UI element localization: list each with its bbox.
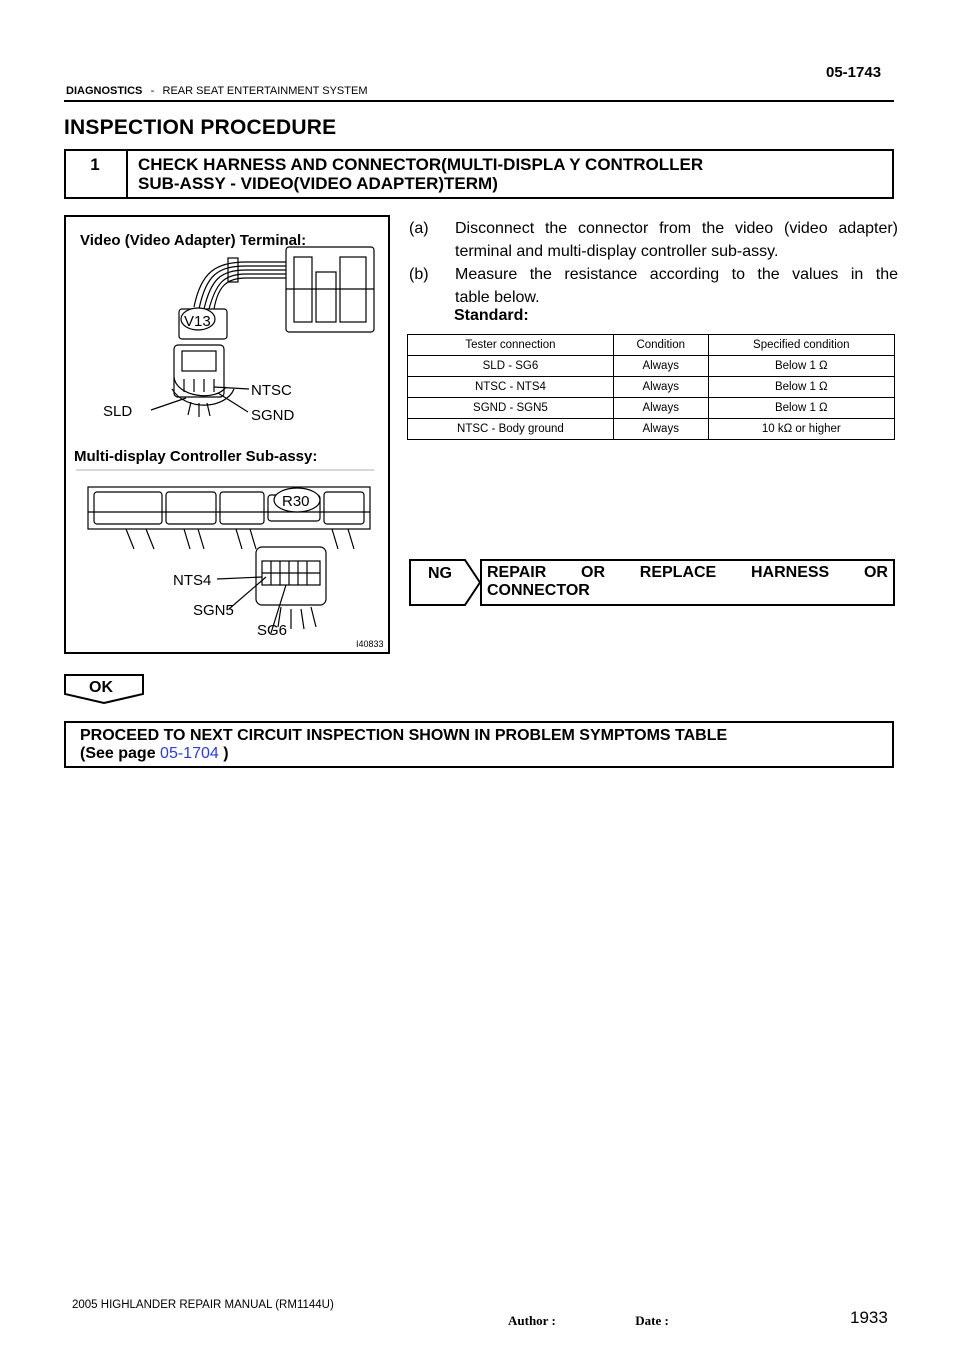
r30-label: R30: [282, 493, 310, 510]
instruction-label: (b): [409, 266, 429, 283]
footer-page-number: 1933: [850, 1308, 888, 1327]
author-label: Author :: [508, 1313, 556, 1328]
table-cell: NTSC - NTS4: [408, 377, 614, 398]
instruction-text: Measure the resistance according to the values in the: [455, 266, 898, 283]
table-row: [408, 356, 895, 377]
table-cell: SLD - SG6: [408, 356, 614, 377]
spec-table: [407, 334, 895, 440]
proceed-text: [80, 727, 880, 763]
instruction-text: table below.: [455, 289, 540, 306]
standard-label: Standard:: [454, 307, 529, 324]
step-title-line2: SUB-ASSY - VIDEO(VIDEO ADAPTER)TERM): [138, 174, 498, 193]
table-header: Specified condition: [708, 335, 894, 356]
table-cell: Always: [613, 398, 708, 419]
header-rule: [64, 100, 894, 102]
figure-caption-bottom: Multi-display Controller Sub-assy:: [74, 448, 318, 465]
page-title: INSPECTION PROCEDURE: [64, 116, 337, 139]
ng-word: REPLACE: [639, 564, 717, 581]
header-separator: -: [150, 85, 155, 97]
proceed-line2: [80, 745, 880, 763]
ng-action-text: [487, 564, 888, 600]
instruction-b: [409, 263, 898, 313]
sld-label: SLD: [103, 403, 133, 420]
proceed-suffix: ): [223, 745, 229, 762]
ng-label: NG: [428, 565, 452, 582]
table-row: [408, 377, 895, 398]
ng-word: REPAIR: [487, 564, 547, 581]
table-cell: Below 1 Ω: [708, 377, 894, 398]
step-number: 1: [64, 149, 128, 199]
nts4-label: NTS4: [173, 572, 212, 589]
instruction-text: terminal and multi-display controller sub-assy.: [455, 243, 779, 260]
proceed-prefix: (See page: [80, 745, 156, 762]
ntsc-label: NTSC: [251, 382, 292, 399]
table-row: [408, 398, 895, 419]
ng-word: HARNESS: [750, 564, 830, 581]
ok-label: OK: [89, 679, 113, 696]
table-header-row: [408, 335, 895, 356]
table-cell: SGND - SGN5: [408, 398, 614, 419]
step-title: [138, 155, 878, 193]
subsection-name: REAR SEAT ENTERTAINMENT SYSTEM: [162, 85, 368, 97]
instruction-a: [409, 217, 898, 267]
ng-word: OR: [581, 564, 606, 581]
section-name: DIAGNOSTICS: [66, 85, 143, 97]
page-reference-link[interactable]: 05-1704: [160, 745, 219, 762]
connector-illustration: [66, 217, 388, 652]
sgnd-label: SGND: [251, 407, 295, 424]
connector-figure: [64, 215, 390, 654]
v13-label: V13: [184, 313, 211, 330]
sgn5-label: SGN5: [193, 602, 234, 619]
instruction-text: Disconnect the connector from the video (video adapter): [455, 220, 898, 237]
date-label: Date :: [635, 1313, 669, 1328]
author-date-line: [508, 1313, 669, 1329]
table-cell: Below 1 Ω: [708, 398, 894, 419]
figure-caption-top: Video (Video Adapter) Terminal:: [80, 232, 307, 249]
page-number: 05-1743: [826, 64, 882, 81]
section-header: [66, 85, 368, 97]
step-title-line1: CHECK HARNESS AND CONNECTOR(MULTI-DISPLA Y CONTROLLER: [138, 155, 704, 174]
table-cell: Always: [613, 356, 708, 377]
ng-word: OR: [863, 564, 888, 581]
table-header: Tester connection: [408, 335, 614, 356]
table-cell: Below 1 Ω: [708, 356, 894, 377]
table-cell: NTSC - Body ground: [408, 419, 614, 440]
manual-footer: 2005 HIGHLANDER REPAIR MANUAL (RM1144U): [72, 1299, 334, 1311]
table-header: Condition: [613, 335, 708, 356]
proceed-line1: PROCEED TO NEXT CIRCUIT INSPECTION SHOWN IN PROBLEM SYMPTOMS TABLE: [80, 727, 728, 744]
table-cell: Always: [613, 377, 708, 398]
controller-body: [88, 487, 370, 529]
ng-action-line2: CONNECTOR: [487, 582, 590, 599]
table-cell: Always: [613, 419, 708, 440]
sg6-label: SG6: [257, 622, 288, 639]
table-row: [408, 419, 895, 440]
instruction-label: (a): [409, 220, 429, 237]
figure-id: I40833: [356, 639, 384, 649]
table-cell: 10 kΩ or higher: [708, 419, 894, 440]
r30-connector-face: [256, 547, 326, 605]
